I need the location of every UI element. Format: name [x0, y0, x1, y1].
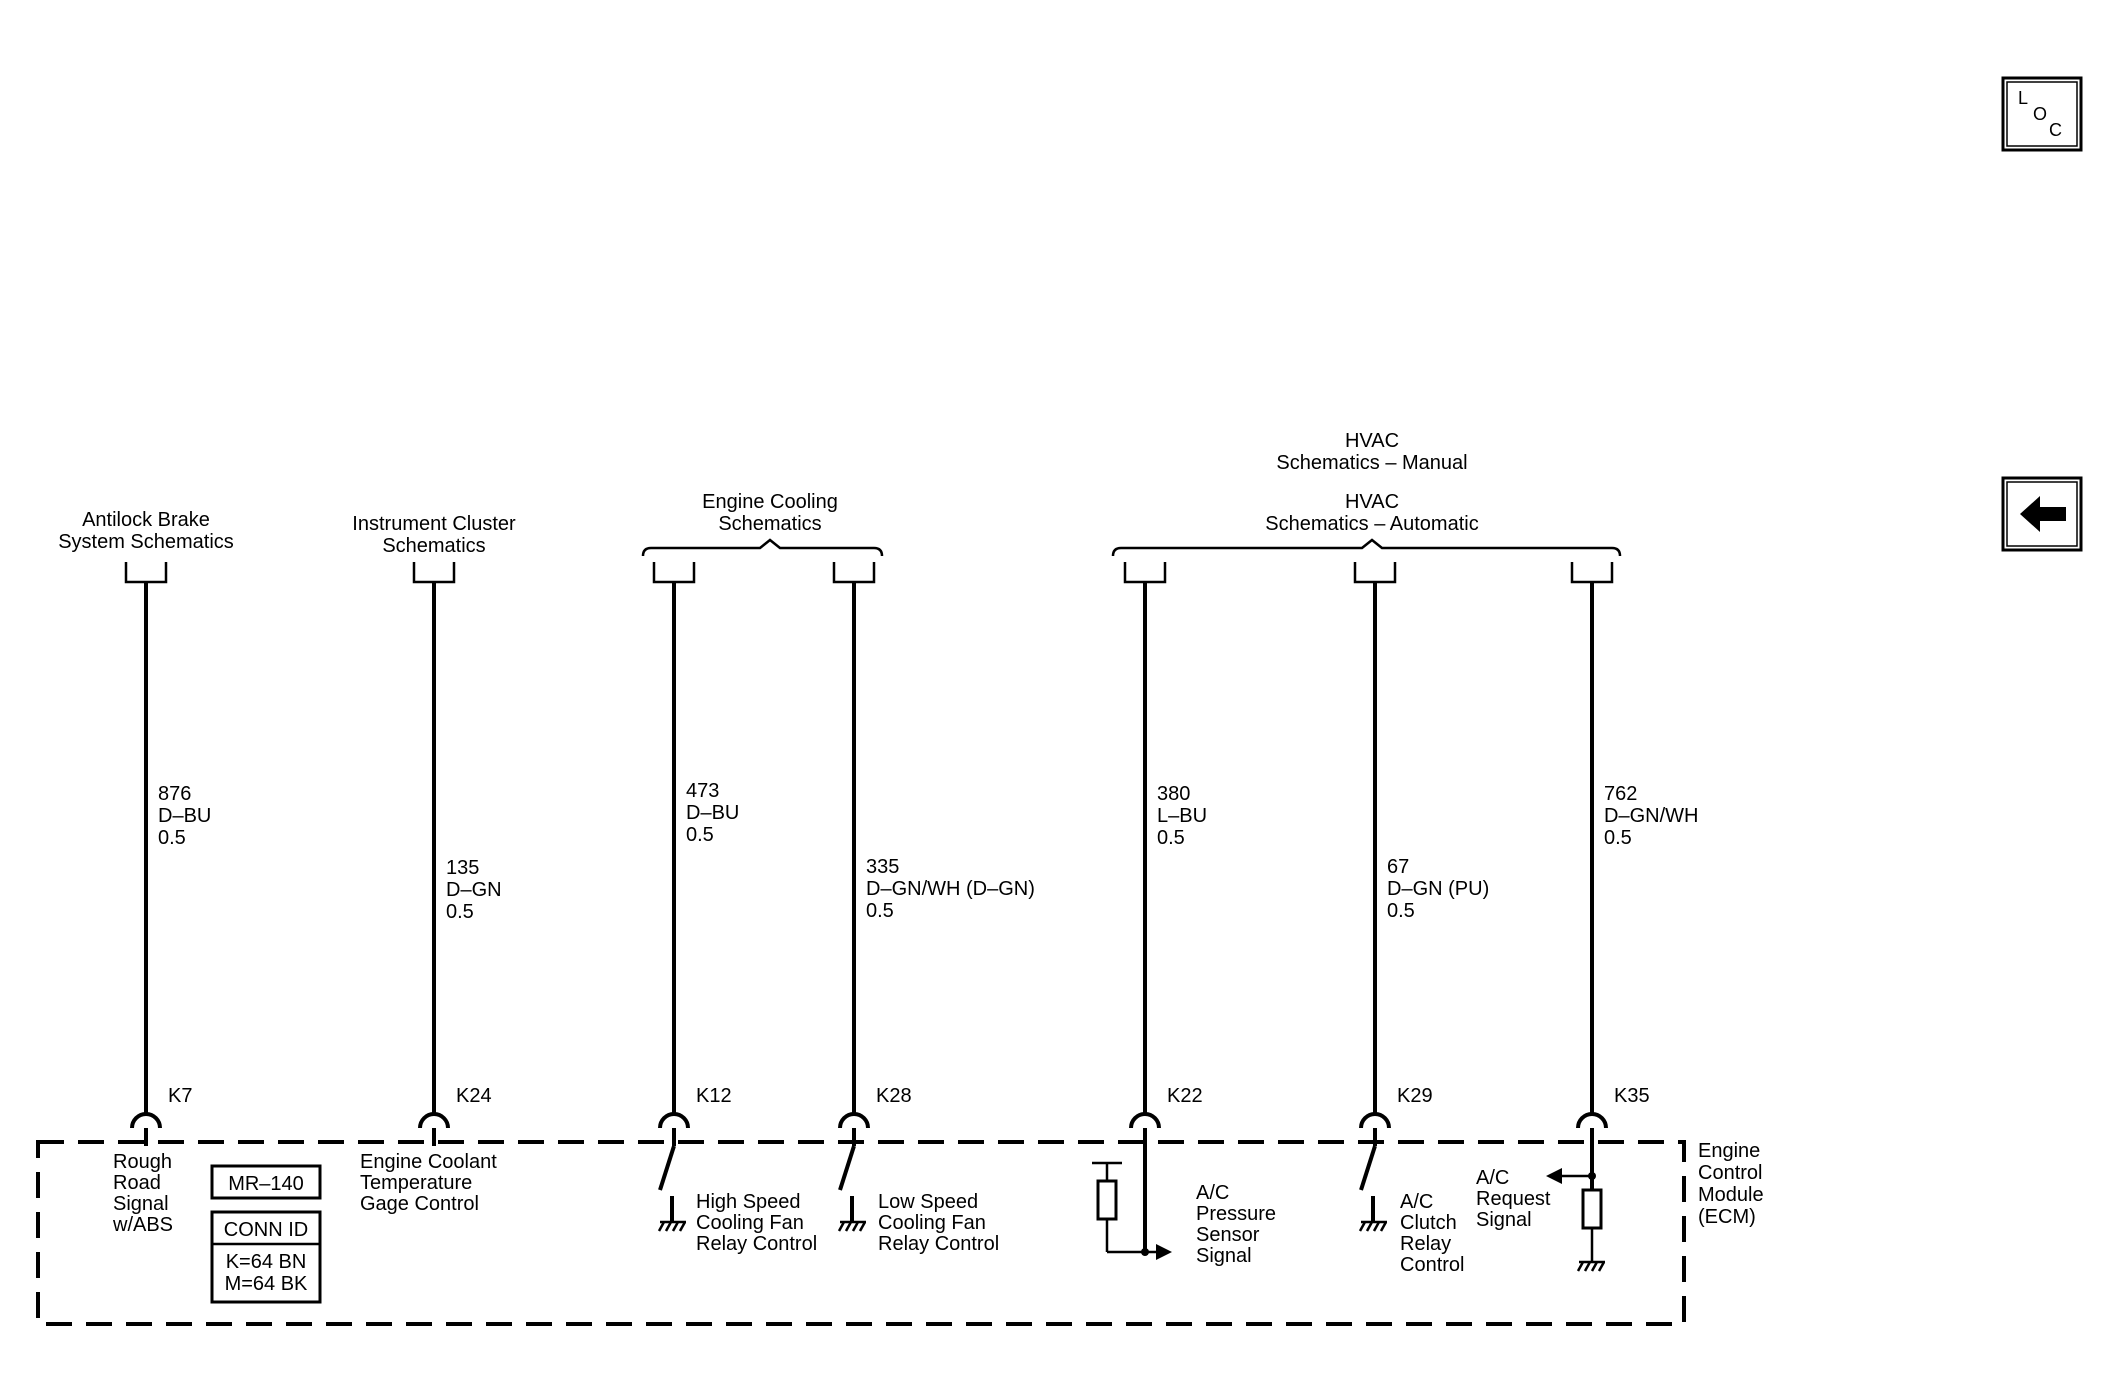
- header-abs: [58, 509, 234, 553]
- svg-text:Schematics – Automatic: Schematics – Automatic: [1265, 513, 1479, 535]
- header-engine-cooling: [702, 491, 838, 535]
- svg-text:D–BU: D–BU: [158, 805, 212, 827]
- svg-text:Signal: Signal: [1196, 1245, 1252, 1267]
- loc-letter-o: O: [2033, 104, 2048, 124]
- svg-text:Rough: Rough: [113, 1151, 172, 1173]
- wire-label-k28: [866, 856, 1035, 922]
- svg-text:0.5: 0.5: [158, 827, 186, 849]
- header-instrument-cluster: [352, 513, 516, 557]
- function-label-k35: [1476, 1167, 1551, 1231]
- svg-text:w/ABS: w/ABS: [113, 1214, 174, 1236]
- pin-label-k24: K24: [456, 1085, 492, 1107]
- svg-text:0.5: 0.5: [446, 901, 474, 923]
- svg-text:Control: Control: [1698, 1162, 1763, 1184]
- svg-text:135: 135: [446, 857, 480, 879]
- pin-label-k28: K28: [876, 1085, 912, 1107]
- svg-text:HVAC: HVAC: [1344, 430, 1400, 452]
- svg-text:0.5: 0.5: [866, 900, 894, 922]
- ground-icon: [1360, 1222, 1387, 1231]
- svg-text:Relay: Relay: [1400, 1233, 1452, 1255]
- function-label-k24: [360, 1151, 497, 1215]
- wire-label-k12: [686, 780, 739, 846]
- function-label-k12: [696, 1191, 817, 1255]
- svg-text:Engine Cooling: Engine Cooling: [702, 491, 838, 513]
- loc-letter-l: L: [2018, 88, 2029, 108]
- wire-label-k35: [1604, 783, 1698, 849]
- wires: [146, 582, 1592, 1115]
- svg-text:0.5: 0.5: [1157, 827, 1185, 849]
- svg-text:(ECM): (ECM): [1698, 1206, 1756, 1228]
- svg-text:A/C: A/C: [1196, 1182, 1230, 1204]
- ground-icon: [839, 1222, 866, 1231]
- svg-text:473: 473: [686, 780, 720, 802]
- svg-text:HVAC: HVAC: [1344, 491, 1400, 513]
- header-hvac-automatic: [1265, 491, 1478, 535]
- svg-text:Sensor: Sensor: [1196, 1224, 1260, 1246]
- svg-text:Relay Control: Relay Control: [878, 1233, 1000, 1255]
- svg-text:Schematics – Manual: Schematics – Manual: [1276, 452, 1468, 474]
- svg-text:A/C: A/C: [1476, 1167, 1510, 1189]
- pullup-resistor-icon: [1098, 1181, 1116, 1219]
- svg-text:Module: Module: [1698, 1184, 1764, 1206]
- svg-text:MR–140: MR–140: [228, 1173, 304, 1195]
- k22-sensor-circuit: [1092, 1128, 1172, 1260]
- svg-text:0.5: 0.5: [1387, 900, 1415, 922]
- svg-text:380: 380: [1157, 783, 1191, 805]
- pin-label-k7: K7: [168, 1085, 193, 1107]
- pin-terminals: [132, 1114, 1606, 1128]
- svg-text:Pressure: Pressure: [1196, 1203, 1277, 1225]
- pulldown-resistor-icon: [1583, 1190, 1601, 1228]
- signal-arrow-icon: [1156, 1244, 1172, 1260]
- svg-text:High Speed: High Speed: [696, 1191, 801, 1213]
- svg-text:67: 67: [1387, 856, 1410, 878]
- mr-reference-box: [212, 1166, 320, 1198]
- svg-text:Low Speed: Low Speed: [878, 1191, 979, 1213]
- svg-text:Signal: Signal: [1476, 1209, 1532, 1231]
- wire-label-k7: [158, 783, 211, 849]
- svg-text:D–GN: D–GN: [446, 879, 502, 901]
- function-label-k22: [1196, 1182, 1276, 1267]
- signal-arrow-icon: [1546, 1168, 1562, 1184]
- svg-text:A/C: A/C: [1400, 1191, 1434, 1213]
- svg-text:Schematics: Schematics: [718, 513, 822, 535]
- loc-button[interactable]: [2003, 78, 2081, 150]
- svg-text:Engine Coolant: Engine Coolant: [360, 1151, 497, 1173]
- svg-text:0.5: 0.5: [686, 824, 714, 846]
- header-hvac-manual: [1276, 430, 1467, 474]
- svg-text:Instrument Cluster: Instrument Cluster: [352, 513, 516, 535]
- svg-text:Gage Control: Gage Control: [360, 1193, 479, 1215]
- ground-icon: [659, 1222, 686, 1231]
- svg-text:D–GN (PU): D–GN (PU): [1387, 878, 1490, 900]
- svg-text:Control: Control: [1400, 1254, 1465, 1276]
- svg-text:335: 335: [866, 856, 900, 878]
- pin-label-k12: K12: [696, 1085, 732, 1107]
- svg-text:0.5: 0.5: [1604, 827, 1632, 849]
- conn-id-table: [212, 1212, 320, 1302]
- pin-label-k22: K22: [1167, 1085, 1203, 1107]
- svg-text:Signal: Signal: [113, 1193, 169, 1215]
- svg-text:K=64 BN: K=64 BN: [225, 1251, 307, 1273]
- wire-label-k24: [446, 857, 502, 923]
- wire-label-k22: [1157, 783, 1207, 849]
- top-connectors: [126, 562, 1612, 582]
- svg-text:D–GN/WH (D–GN): D–GN/WH (D–GN): [866, 878, 1035, 900]
- svg-text:Request: Request: [1476, 1188, 1551, 1210]
- ecm-module-label: [1698, 1140, 1764, 1228]
- svg-text:Engine: Engine: [1698, 1140, 1761, 1162]
- pin-label-k29: K29: [1397, 1085, 1433, 1107]
- function-label-k29: [1400, 1191, 1464, 1276]
- loc-letter-c: C: [2049, 120, 2062, 140]
- svg-text:876: 876: [158, 783, 192, 805]
- back-button[interactable]: [2003, 478, 2081, 550]
- svg-text:CONN ID: CONN ID: [223, 1219, 309, 1241]
- svg-text:D–BU: D–BU: [686, 802, 740, 824]
- wire-label-k29: [1387, 856, 1489, 922]
- pin-label-k35: K35: [1614, 1085, 1650, 1107]
- svg-text:D–GN/WH: D–GN/WH: [1604, 805, 1699, 827]
- svg-text:Relay Control: Relay Control: [696, 1233, 818, 1255]
- svg-text:Cooling Fan: Cooling Fan: [696, 1212, 804, 1234]
- function-label-k7: [112, 1151, 173, 1236]
- svg-text:Antilock Brake: Antilock Brake: [82, 509, 210, 531]
- k35-request-circuit: [1546, 1128, 1601, 1262]
- svg-text:Temperature: Temperature: [360, 1172, 473, 1194]
- svg-text:Cooling Fan: Cooling Fan: [878, 1212, 986, 1234]
- svg-text:762: 762: [1604, 783, 1638, 805]
- ground-icon: [1578, 1262, 1605, 1271]
- svg-text:Schematics: Schematics: [382, 535, 486, 557]
- hvac-brace: [1113, 540, 1620, 556]
- svg-text:Road: Road: [113, 1172, 161, 1194]
- engine-cooling-brace: [643, 540, 882, 556]
- svg-text:M=64 BK: M=64 BK: [224, 1273, 308, 1295]
- svg-text:Clutch: Clutch: [1400, 1212, 1457, 1234]
- svg-text:L–BU: L–BU: [1157, 805, 1208, 827]
- function-label-k28: [878, 1191, 999, 1255]
- svg-text:System Schematics: System Schematics: [58, 531, 234, 553]
